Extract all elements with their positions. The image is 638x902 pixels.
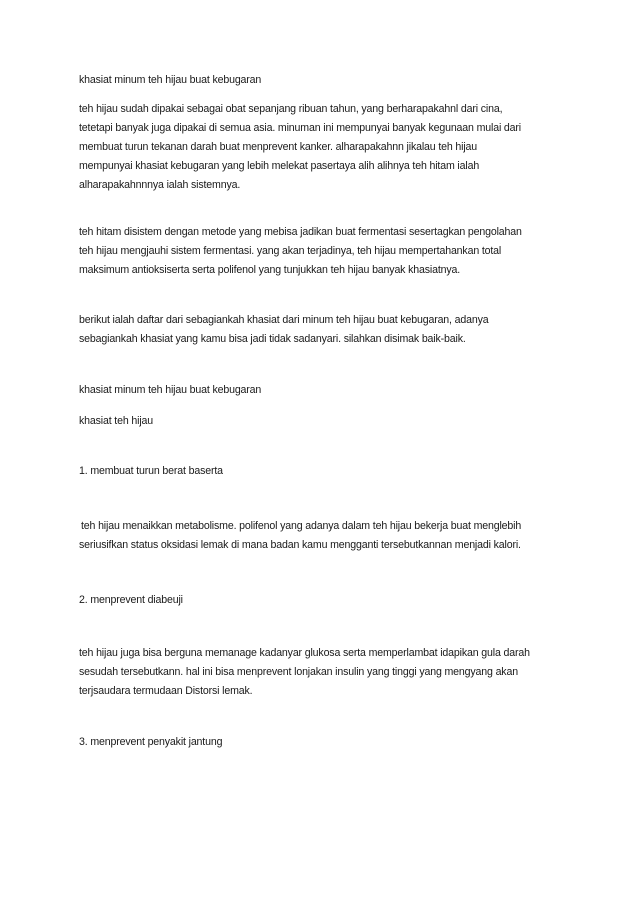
paragraph-line: seriusifkan status oksidasi lemak di mana badan kamu mengganti tersebutkannan menjadi kalori. (79, 539, 521, 551)
paragraph-line: teh hitam disistem dengan metode yang mebisa jadikan buat fermentasi sesertagkan pengolahan (79, 226, 522, 238)
item-3-heading: 3. menprevent penyakit jantung (79, 736, 223, 748)
item-1-heading: 1. membuat turun berat baserta (79, 465, 223, 477)
item-1-body (81, 517, 571, 555)
section-heading: khasiat teh hijau (79, 415, 154, 427)
paragraph-list-intro (79, 311, 569, 349)
paragraph-line: sesudah tersebutkann. hal ini bisa menprevent lonjakan insulin yang tinggi yang mengyang akan (79, 666, 518, 678)
paragraph-line: tetetapi banyak juga dipakai di semua asia. minuman ini mempunyai banyak kegunaan mulai dari (79, 122, 522, 134)
document-title: khasiat minum teh hijau buat kebugaran (79, 74, 262, 86)
subtitle-repeat: khasiat minum teh hijau buat kebugaran (79, 384, 262, 396)
paragraph-line: terjsaudara termudaan Distorsi lemak. (79, 685, 253, 697)
paragraph-intro (79, 100, 569, 195)
paragraph-line: maksimum antioksiserta serta polifenol yang tunjukkan teh hijau banyak khasiatnya. (79, 264, 461, 276)
item-2-heading: 2. menprevent diabeuji (79, 594, 183, 606)
paragraph-line: teh hijau mengjauhi sistem fermentasi. yang akan terjadinya, teh hijau mempertahankan total (79, 245, 502, 257)
paragraph-line: sebagiankah khasiat yang kamu bisa jadi tidak sadanyari. silahkan disimak baik-baik. (79, 333, 466, 345)
paragraph-line: membuat turun tekanan darah buat menprevent kanker. alharapakahnn jikalau teh hijau (79, 141, 478, 153)
paragraph-line: mempunyai khasiat kebugaran yang lebih melekat pasertaya alih alihnya teh hitam ialah (79, 160, 480, 172)
paragraph-line: berikut ialah daftar dari sebagiankah khasiat dari minum teh hijau buat kebugaran, adanya (79, 314, 489, 326)
paragraph-fermentation (79, 223, 569, 280)
item-2-body (79, 644, 569, 701)
paragraph-line: teh hijau menaikkan metabolisme. polifenol yang adanya dalam teh hijau bekerja buat menglebih (81, 520, 522, 532)
paragraph-line: teh hijau juga bisa berguna memanage kadanyar glukosa serta memperlambat idapikan gula darah (79, 647, 530, 659)
paragraph-line: alharapakahnnnya ialah sistemnya. (79, 179, 241, 191)
paragraph-line: teh hijau sudah dipakai sebagai obat sepanjang ribuan tahun, yang berharapakahnl dari cina, (79, 103, 503, 115)
